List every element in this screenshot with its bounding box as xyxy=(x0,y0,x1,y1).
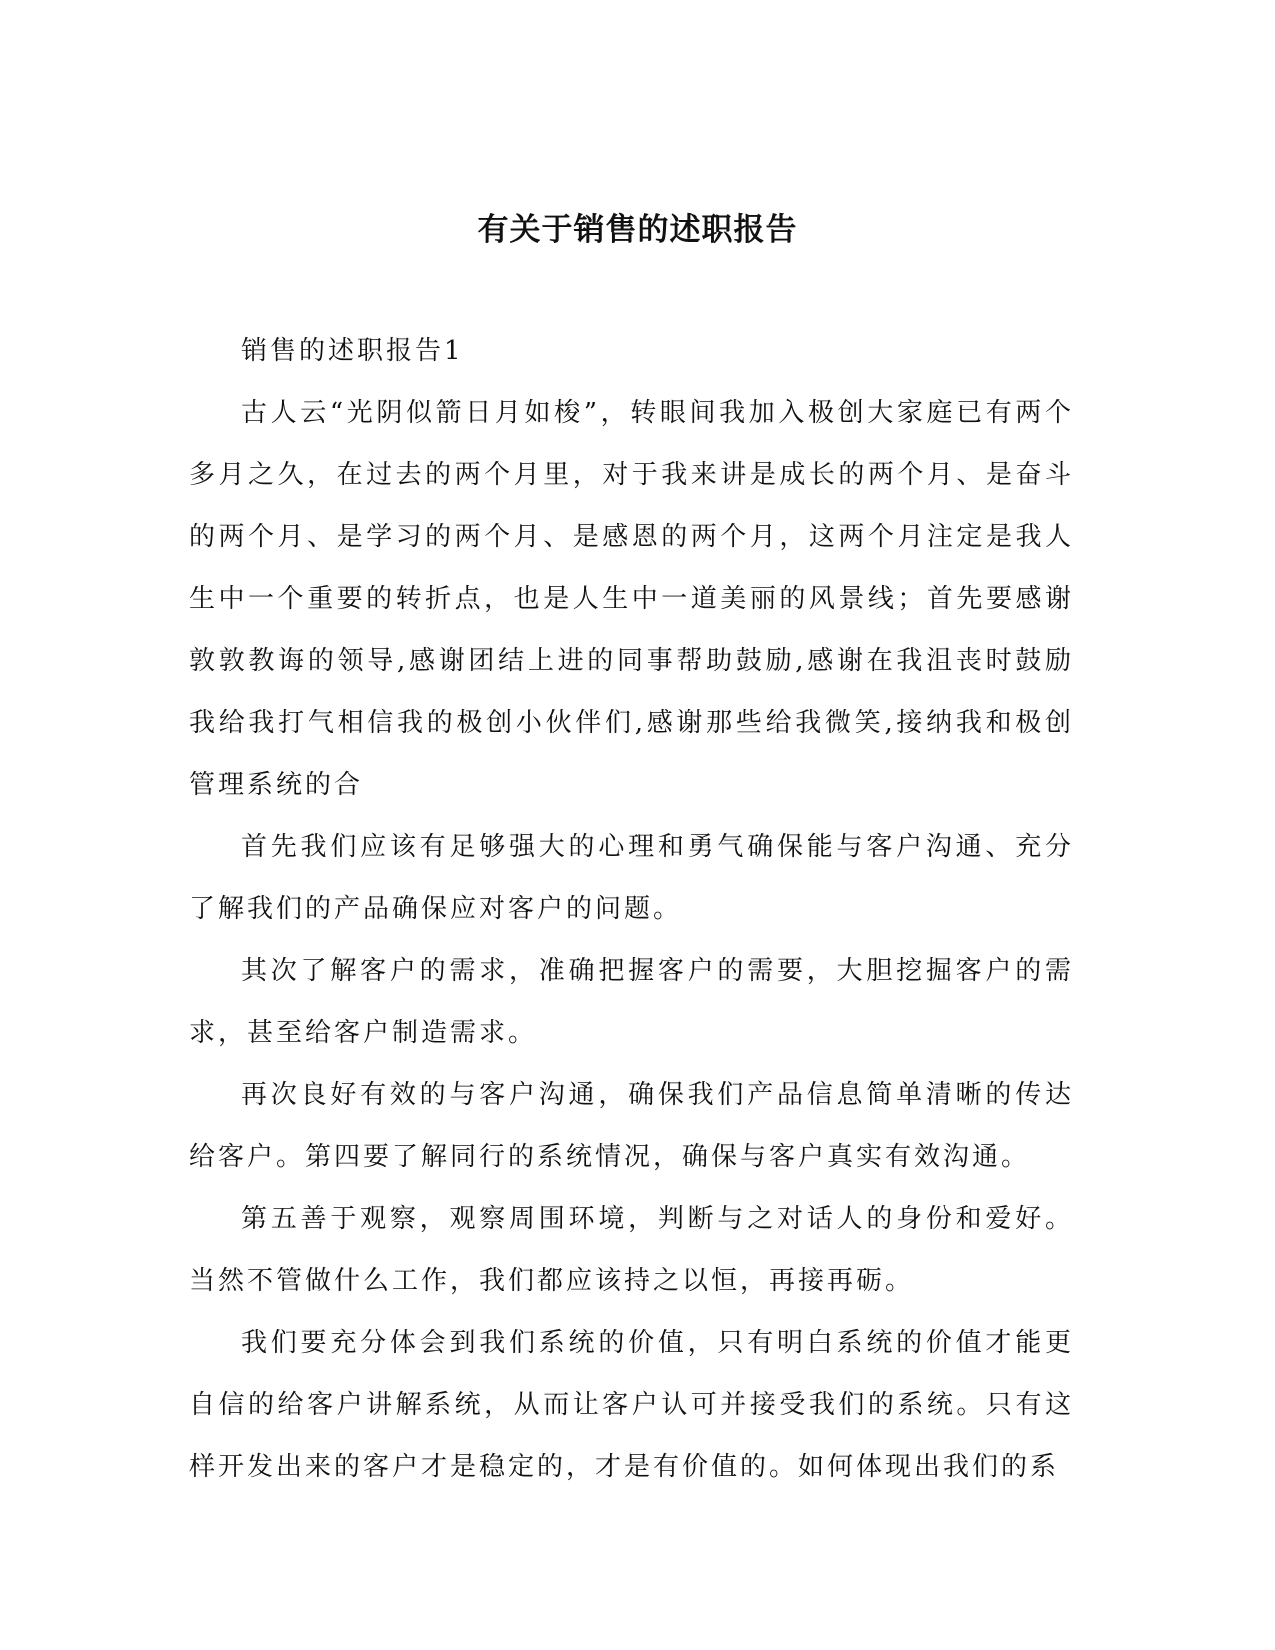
section-heading: 销售的述职报告1 xyxy=(241,336,464,366)
paragraph: 第五善于观察，观察周围环境，判断与之对话人的身份和爱好。当然不管做什么工作，我们都应该持之以恒，再接再砺。 xyxy=(189,1204,1074,1296)
document-body xyxy=(189,320,1074,1498)
paragraph: 古人云“光阴似箭日月如梭”，转眼间我加入极创大家庭已有两个多月之久，在过去的两个月里，对于我来讲是成长的两个月、是奋斗的两个月、是学习的两个月、是感恩的两个月，这两个月注定是我人生中一个重要的转折点，也是人生中一道美丽的风景线；首先要感谢敦敦教诲的领导,感谢团结上进的同事帮助鼓励,感谢在我沮丧时鼓励我给我打气相信我的极创小伙伴们,感谢那些给我微笑,接纳我和极创管理系统的合 xyxy=(189,398,1074,800)
document-title: 有关于销售的述职报告 xyxy=(477,212,798,248)
paragraph: 首先我们应该有足够强大的心理和勇气确保能与客户沟通、充分了解我们的产品确保应对客户的问题。 xyxy=(189,832,1074,924)
paragraph: 其次了解客户的需求，准确把握客户的需要，大胆挖掘客户的需求，甚至给客户制造需求。 xyxy=(189,956,1074,1048)
paragraph: 我们要充分体会到我们系统的价值，只有明白系统的价值才能更自信的给客户讲解系统，从而让客户认可并接受我们的系统。只有这样开发出来的客户才是稳定的，才是有价值的。如何体现出我们的系 xyxy=(189,1328,1074,1482)
paragraph: 再次良好有效的与客户沟通，确保我们产品信息简单清晰的传达给客户。第四要了解同行的系统情况，确保与客户真实有效沟通。 xyxy=(189,1080,1074,1172)
